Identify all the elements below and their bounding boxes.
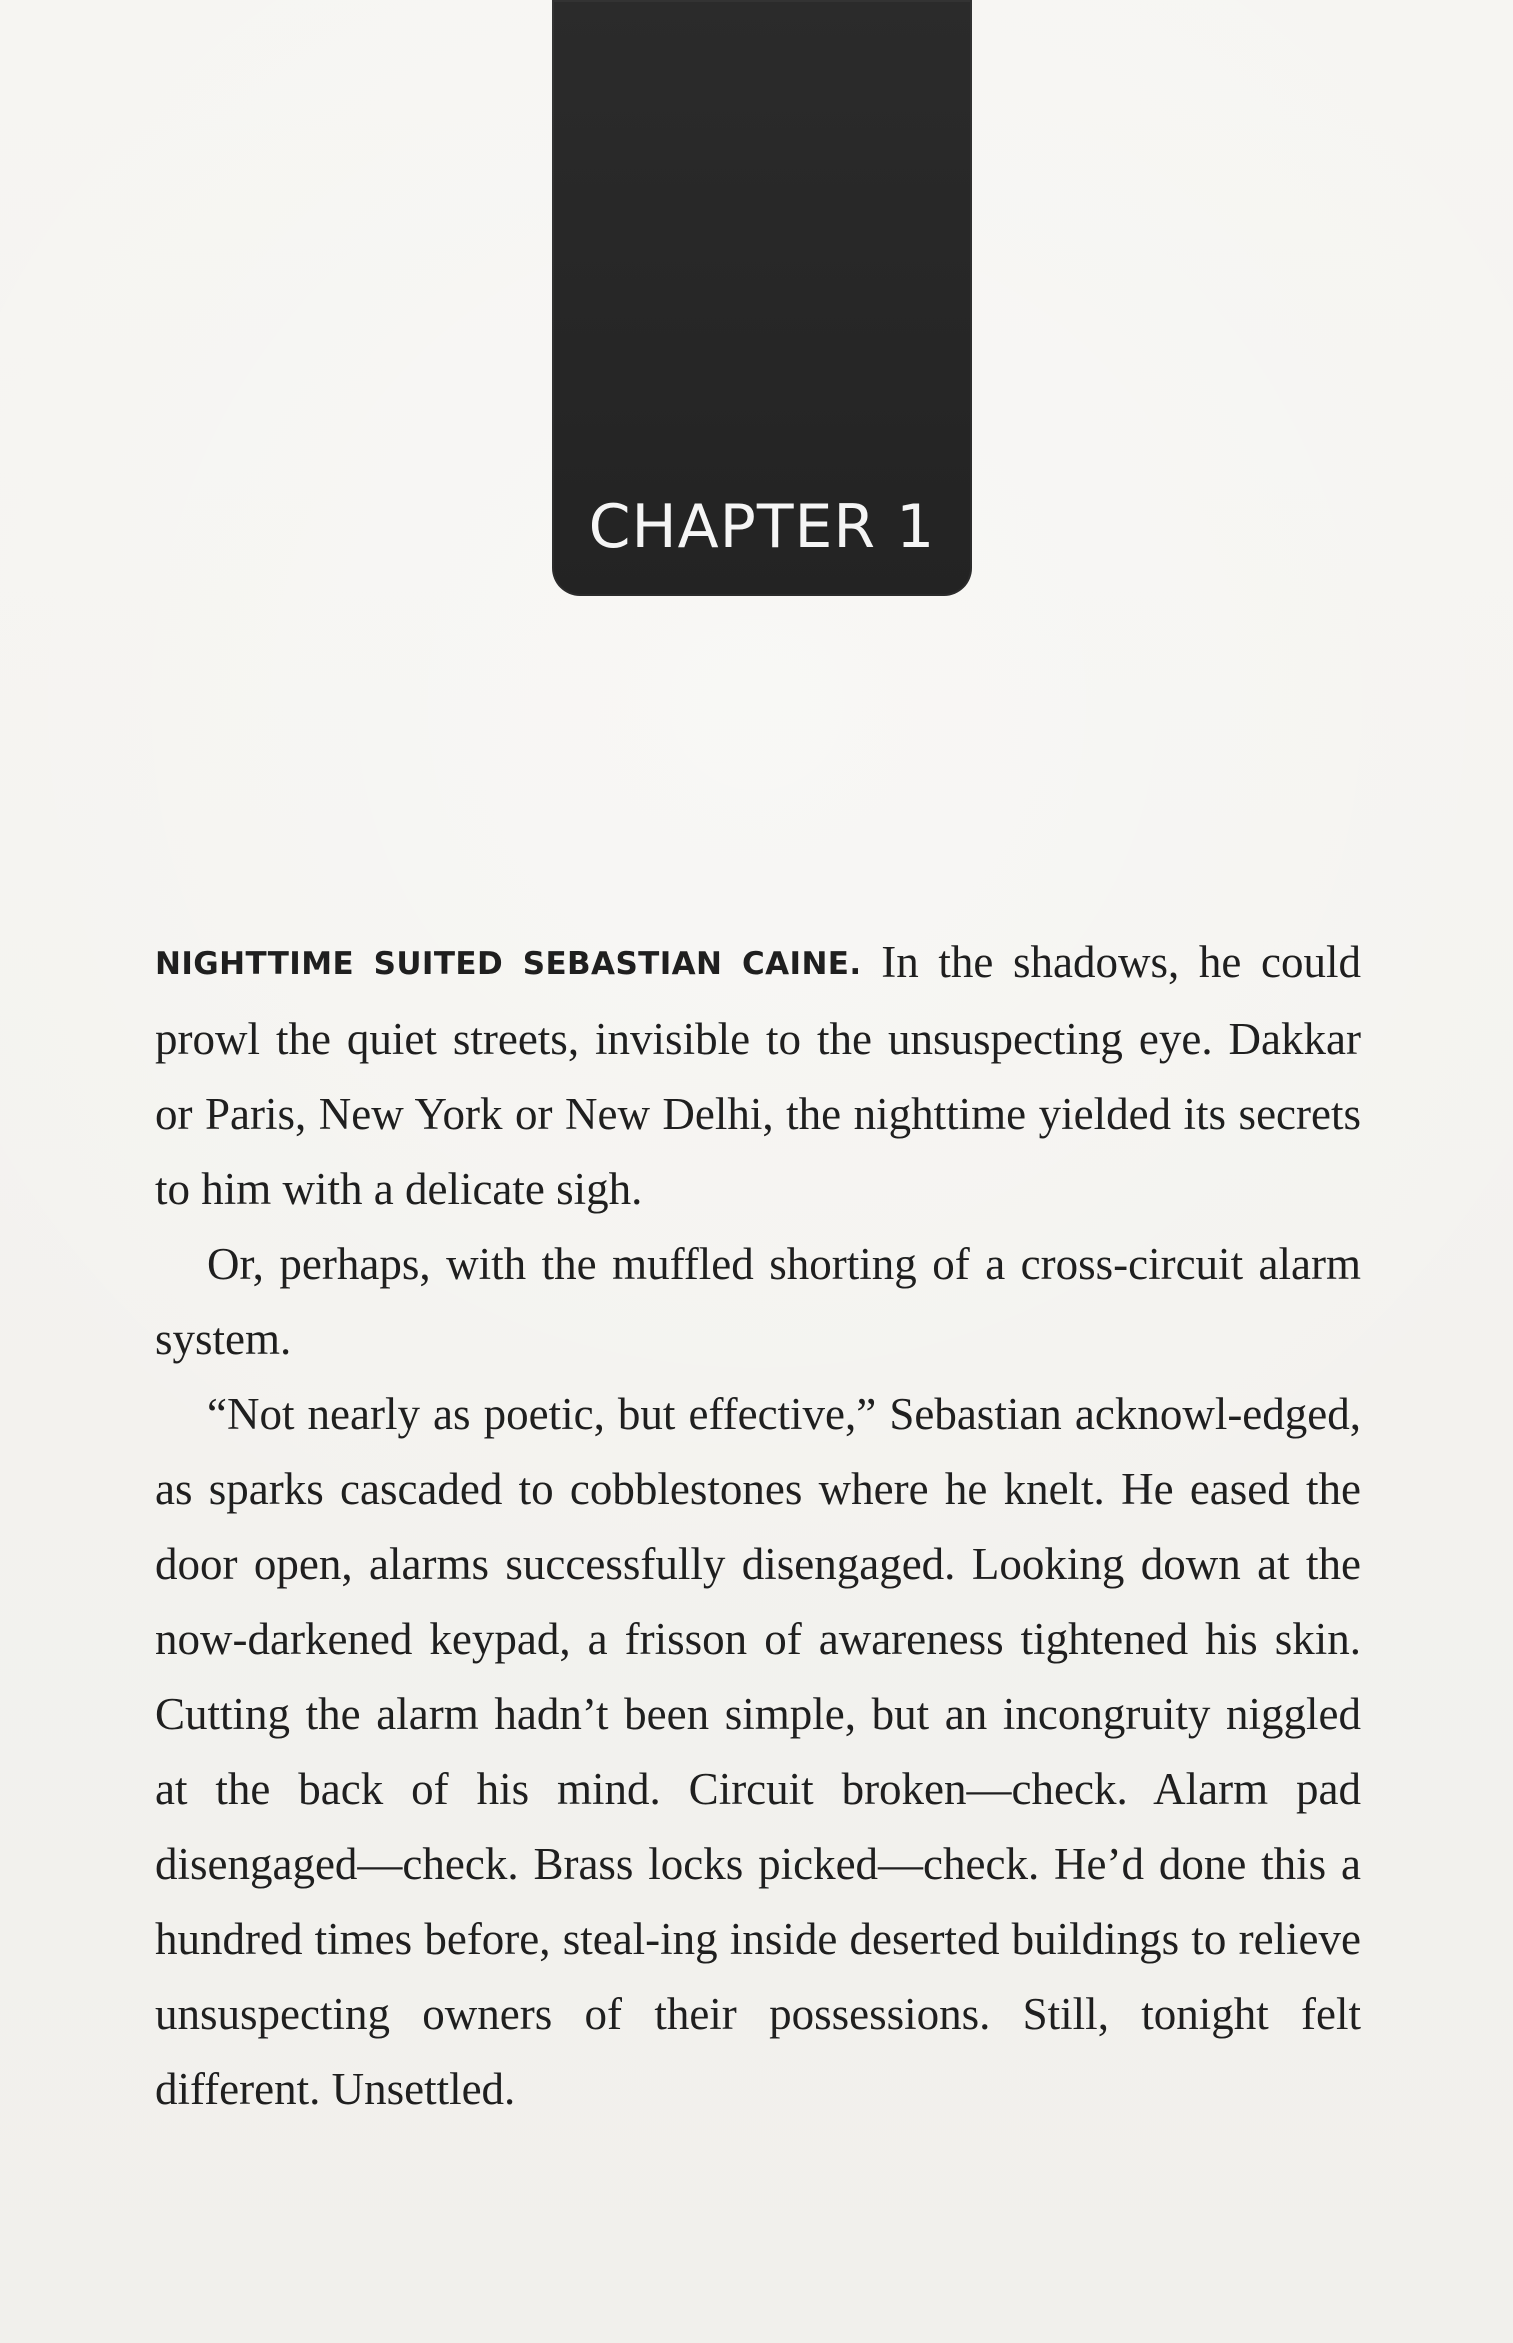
chapter-text [155,925,1361,2127]
paragraph-1 [155,925,1361,1227]
paragraph-2: Or, perhaps, with the muffled shorting of a cross-circuit alarm system. [155,1239,1361,1365]
paragraph-3: “Not nearly as poetic, but effective,” Sebastian acknowl-edged, as sparks cascaded to cobblestones where he knelt. He eased the door open, alarms successfully disengaged. Looking down at the now-darkened keypad, a frisson of awareness tightened his skin. Cutting the alarm hadn’t been simple, but an incongruity niggled at the back of his mind. Circuit broken—check. Alarm pad disengaged—check. Brass locks picked—check. He’d done this a hundred times before, steal-ing inside deserted buildings to relieve unsuspecting owners of their possessions. Still, tonight felt different. Unsettled. [155,1389,1361,2115]
chapter-label: CHAPTER 1 [588,492,936,562]
lead-in-text: NIGHTTIME SUITED SEBASTIAN CAINE. [155,946,862,983]
chapter-tab [552,0,972,596]
paragraph-1-text: In the shadows, he could prowl the quiet streets, invisible to the unsuspecting eye. Dakkar or Paris, New York or New Delhi, the nighttime yielded its secrets to him with a delicate sigh. [155,937,1361,1215]
